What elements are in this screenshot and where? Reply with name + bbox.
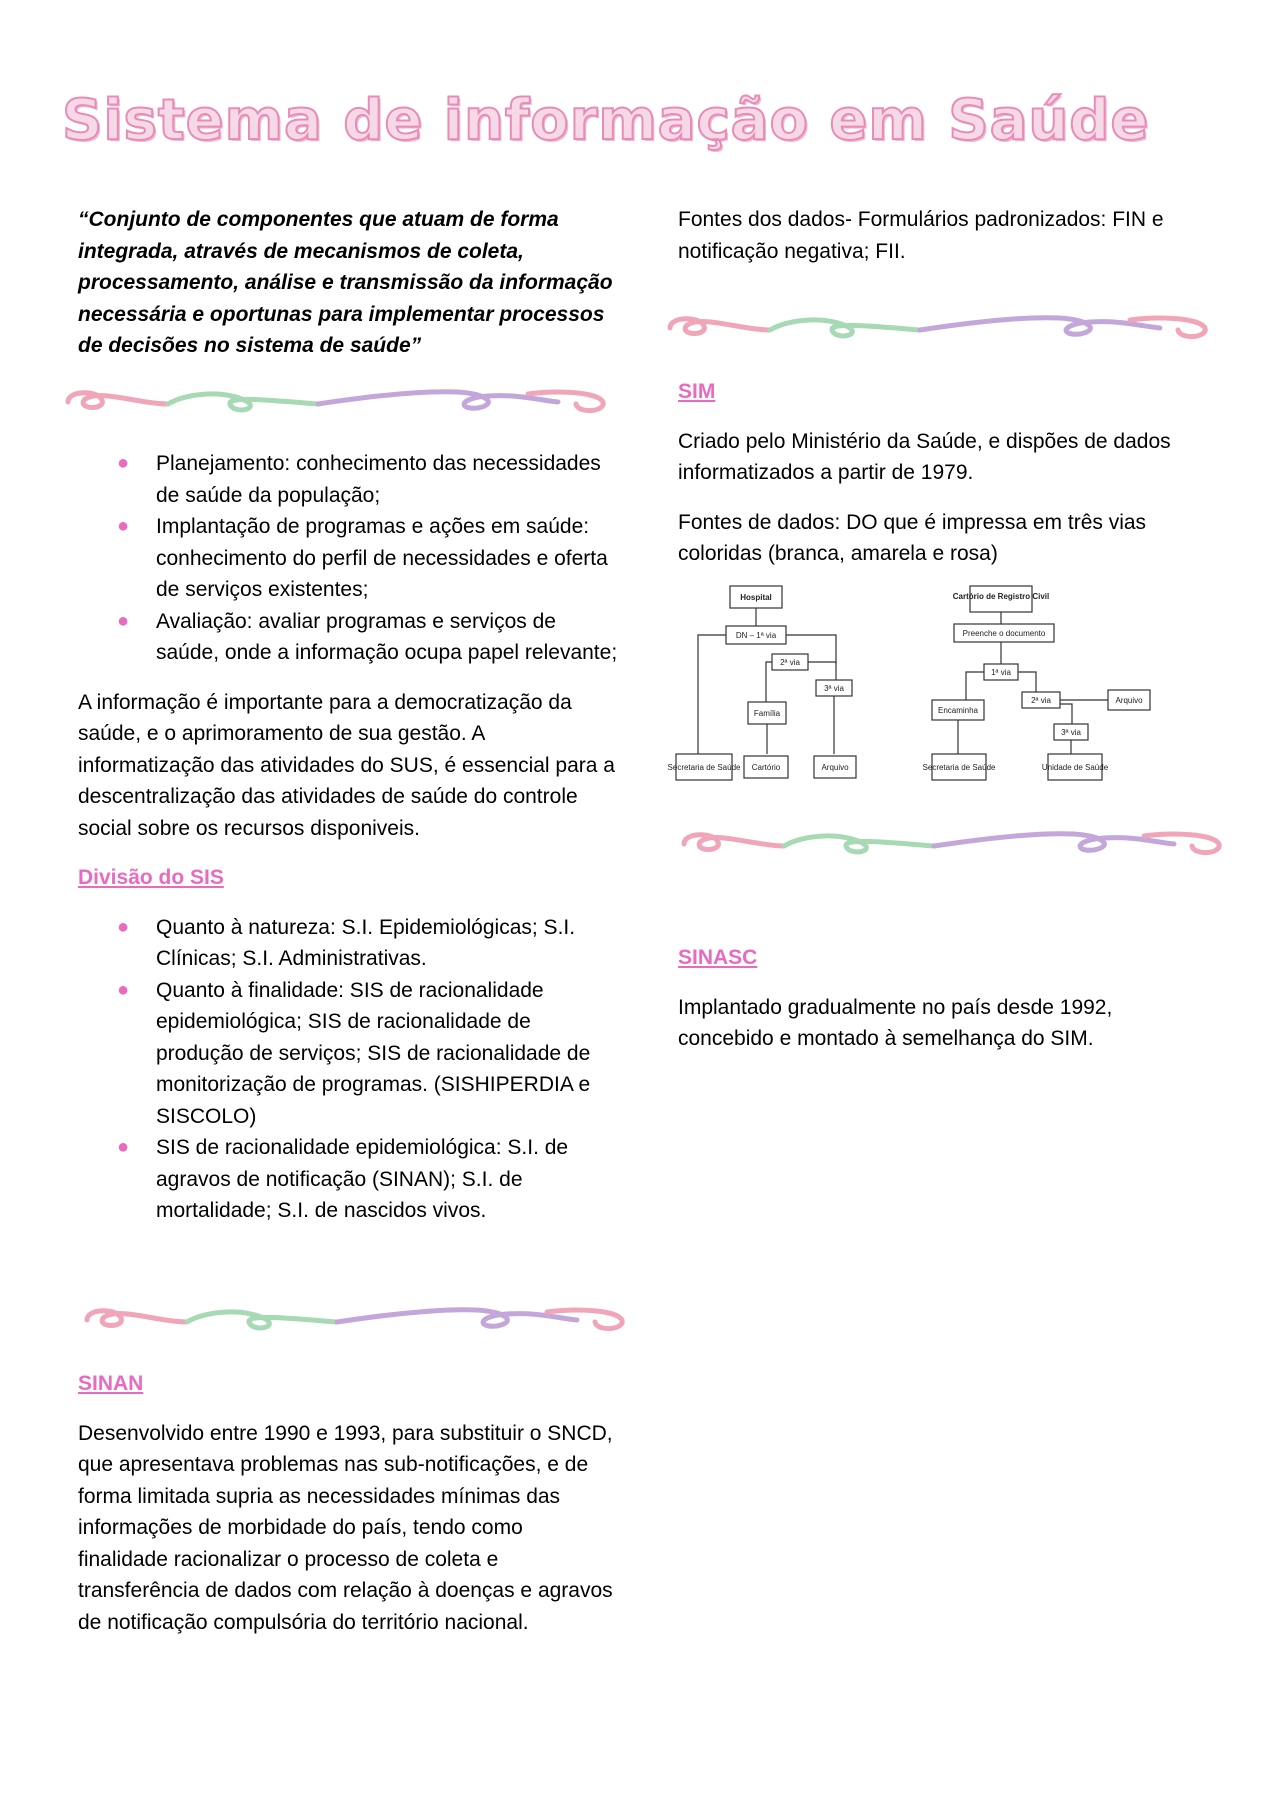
- swirl-divider: [660, 306, 1220, 346]
- flowchart-left: [668, 586, 856, 780]
- cartorio-registro-label: Cartório de Registro Civil: [952, 592, 1050, 601]
- divisao-heading: Divisão do SIS: [78, 866, 224, 889]
- do-flowchart: [667, 584, 1166, 784]
- list-item: ● SIS de racionalidade epidemiológica: S.I. de agravos de notificação (SINAN); S.I. de mortalidade; S.I. de nascidos vivos.: [78, 1132, 618, 1227]
- via1-label: 1ª via: [991, 668, 1011, 677]
- information-paragraph: A informação é importante para a democratização da saúde, e o aprimoramento de sua gestão. A informatização das atividades do SUS, é essencial para a descentralização das atividades de saúde do controle social sobre os recursos disponiveis.: [78, 690, 615, 840]
- via2-label: 2ª via: [780, 658, 800, 667]
- divisao-list: [78, 912, 618, 1227]
- swirl-divider: [74, 1298, 640, 1338]
- sinasc-section: [678, 942, 1198, 1055]
- sinasc-text: Implantado gradualmente no país desde 1992, concebido e montado à semelhança do SIM.: [678, 995, 1113, 1050]
- bullet-icon: ●: [117, 915, 130, 938]
- page-title: Sistema de informação em Saúde: [62, 88, 1150, 153]
- familia-label: Família: [753, 709, 781, 718]
- sim-text-1: Criado pelo Ministério da Saúde, e dispões de dados informatizados a partir de 1979.: [678, 429, 1171, 484]
- cartorio-label: Cartório: [751, 763, 781, 772]
- bullet-icon: ●: [117, 978, 130, 1001]
- sim-text-2: Fontes de dados: DO que é impressa em três vias coloridas (branca, amarela e rosa): [678, 510, 1147, 565]
- sim-heading: SIM: [678, 380, 716, 403]
- list-item: ● Planejamento: conhecimento das necessidades de saúde da população;: [78, 448, 618, 511]
- secretaria-right-label: Secretaria de Saúde: [922, 763, 996, 772]
- secretaria-label: Secretaria de Saúde: [667, 763, 741, 772]
- via3-label: 3ª via: [824, 684, 844, 693]
- arquivo-right-label: Arquivo: [1115, 696, 1143, 705]
- encaminha-label: Encaminha: [937, 706, 979, 715]
- sinan-heading: SINAN: [78, 1372, 144, 1395]
- left-column-body: [78, 448, 618, 1227]
- swirl-divider: [58, 380, 618, 420]
- left-column: [78, 204, 618, 362]
- list-item: ● Implantação de programas e ações em saúde: conhecimento do perfil de necessidades e oferta de serviços existentes;: [78, 511, 618, 606]
- list-item: ● Quanto à finalidade: SIS de racionalidade epidemiológica; SIS de racionalidade de produção de serviços; SIS de racionalidade de monitorização de programas. (SISHIPERDIA e SISCOLO): [78, 975, 618, 1133]
- dn-label: DN – 1ª via: [735, 631, 777, 640]
- bullet-icon: ●: [117, 609, 130, 632]
- list-item: ● Quanto à natureza: S.I. Epidemiológicas; S.I. Clínicas; S.I. Administrativas.: [78, 912, 618, 975]
- flowchart-right: [923, 586, 1150, 780]
- sinasc-heading: SINASC: [678, 946, 758, 969]
- preenche-label: Preenche o documento: [962, 629, 1046, 638]
- list-item: ● Avaliação: avaliar programas e serviços de saúde, onde a informação ocupa papel relevante;: [78, 606, 618, 669]
- fontes-text: Fontes dos dados- Formulários padronizados: FIN e notificação negativa; FII.: [678, 208, 1164, 263]
- sinan-section: [78, 1368, 618, 1638]
- definition-quote: “Conjunto de componentes que atuam de forma integrada, através de mecanismos de coleta, processamento, análise e transmissão da informação necessária e oportunas para implementar processos de decisões no sistema de saúde”: [78, 208, 613, 357]
- hospital-label: Hospital: [740, 593, 772, 602]
- swirl-divider: [674, 822, 1234, 862]
- unidade-label: Unidade de Saúde: [1041, 763, 1109, 772]
- right-column: [678, 204, 1198, 267]
- planning-list: [78, 448, 618, 669]
- sim-section: [678, 376, 1198, 570]
- bullet-icon: ●: [117, 1136, 130, 1158]
- arquivo-label: Arquivo: [821, 763, 849, 772]
- bullet-icon: ●: [117, 515, 130, 537]
- via3-right-label: 3ª via: [1061, 728, 1081, 737]
- sinan-text: Desenvolvido entre 1990 e 1993, para substituir o SNCD, que apresentava problemas nas sub-notificações, e de forma limitada supria as necessidades mínimas das informações de morbidade do país, tendo como finalidade racionalizar o processo de coleta e transferência de dados com relação à doenças e agravos de notificação compulsória do território nacional.: [78, 1421, 613, 1634]
- via2-right-label: 2ª via: [1031, 696, 1051, 705]
- bullet-icon: ●: [117, 452, 130, 474]
